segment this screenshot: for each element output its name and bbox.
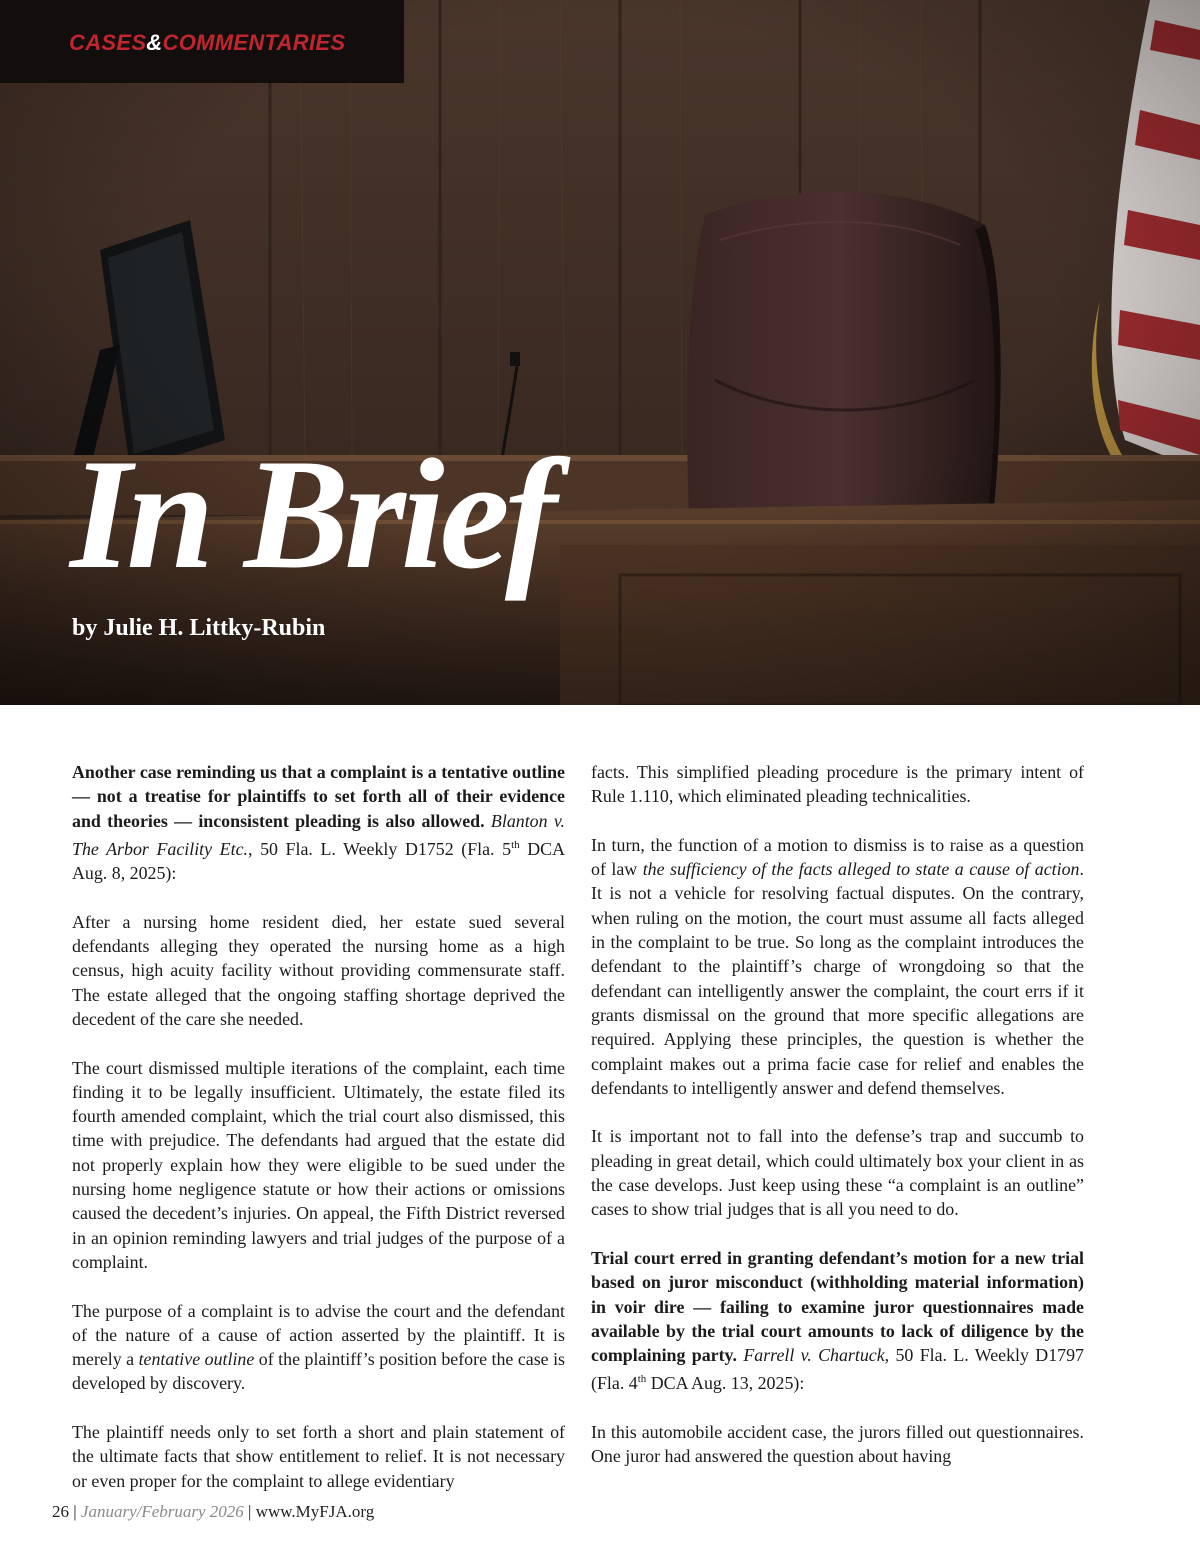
- article-title: In Brief: [70, 427, 553, 602]
- left-column: [72, 760, 565, 1517]
- section-header: [0, 0, 404, 83]
- case-heading-blanton: Another case reminding us that a complaint is a tentative outline — not a treatise for plaintiffs to set forth all of their evidence and theories — inconsistent pleading is also allowed. Blanton v. The Arbor Facility Etc., 50 Fla. L. Weekly D1752 (Fla. 5th DCA Aug. 8, 2025):: [72, 762, 566, 884]
- paragraph: The plaintiff needs only to set forth a short and plain statement of the ultimate facts that show entitlement to relief. It is not necessary or even proper for the complaint to allege evidentiary: [72, 1421, 565, 1491]
- right-column: [591, 760, 1084, 1493]
- case-heading-farrell: Trial court erred in granting defendant’s motion for a new trial based on juror misconduct (withholding material information) in voir dire — failing to examine juror questionnaires made available by the trial court amounts to lack of diligence by the complaining party. Farrell v. Chartuck, 50 Fla. L. Weekly D1797 (Fla. 4th DCA Aug. 13, 2025):: [591, 1247, 1084, 1394]
- page-number: 26: [52, 1502, 69, 1521]
- paragraph: facts. This simplified pleading procedure is the primary intent of Rule 1.110, which eliminated pleading technicalities.: [591, 762, 1084, 807]
- article-byline: by Julie H. Littky-Rubin: [72, 615, 326, 641]
- paragraph: The court dismissed multiple iterations of the complaint, each time finding it to be legally insufficient. Ultimately, the estate filed its fourth amended complaint, which the trial court also dismissed, this time with prejudice. The defendants had argued that the estate did not properly explain how they were eligible to be sued under the nursing home negligence statute or how their actions or omissions caused the decedent’s injuries. On appeal, the Fifth District reversed in an opinion reminding lawyers and trial judges of the purpose of a complaint.: [72, 1057, 565, 1272]
- hero-image: [0, 0, 1200, 705]
- paragraph: The purpose of a complaint is to advise the court and the defendant of the nature of a cause of action asserted by the plaintiff. It is merely a tentative outline of the plaintiff’s position before the case is developed by discovery.: [72, 1300, 566, 1394]
- paragraph: It is important not to fall into the defense’s trap and succumb to pleading in great detail, which could ultimately box your client in as the case develops. Just keep using these “a complaint is an outline” cases to show trial judges that is all you need to do.: [591, 1126, 1084, 1220]
- section-label: CASES&COMMENTARIES: [69, 30, 346, 55]
- website-link[interactable]: www.MyFJA.org: [255, 1502, 375, 1521]
- paragraph: In this automobile accident case, the jurors filled out questionnaires. One juror had answered the question about having: [591, 1421, 1084, 1467]
- page-footer: 26 | January/February 2026 | www.MyFJA.org: [52, 1502, 375, 1521]
- issue-date: January/February 2026: [80, 1502, 244, 1521]
- paragraph: After a nursing home resident died, her estate sued several defendants alleging they operated the nursing home as a high census, high acuity facility without providing commensurate staff. The estate alleged that the ongoing staffing shortage deprived the decedent of the care she needed.: [72, 911, 565, 1029]
- paragraph: In turn, the function of a motion to dismiss is to raise as a question of law the sufficiency of the facts alleged to state a cause of action. It is not a vehicle for resolving factual disputes. On the contrary, when ruling on the motion, the court must assume all facts alleged in the complaint to be true. So long as the complaint introduces the defendant to the plaintiff’s charge of wrongdoing so that the defendant can intelligently answer the complaint, the court errs if it grants dismissal on the ground that more specific allegations are required. Applying these principles, the question is whether the complaint makes out a prima facie case for relief and enables the defendants to intelligently answer and defend themselves.: [591, 834, 1084, 1098]
